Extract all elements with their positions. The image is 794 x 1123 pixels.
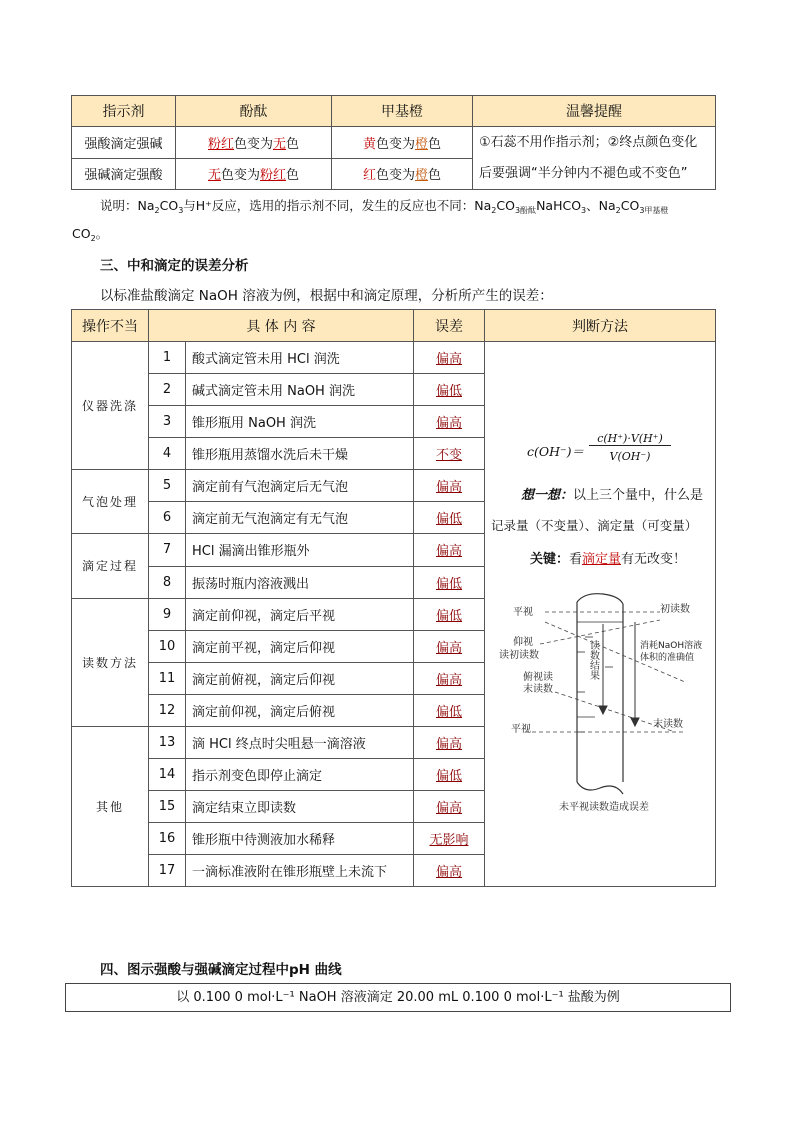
row-number: 15 — [149, 791, 186, 823]
row-number: 11 — [149, 662, 186, 694]
phenol-cell: 无色变为粉红色 — [176, 158, 332, 190]
row-number: 16 — [149, 823, 186, 855]
row-error: 偏高 — [414, 662, 485, 694]
formula-numerator: c(H⁺)·V(H⁺) — [589, 432, 671, 446]
section4-title: 四、图示强酸与强碱滴定过程中pH 曲线 — [100, 962, 342, 978]
formula-denominator: V(OH⁻) — [609, 450, 651, 463]
tip-cell: ①石蕊不用作指示剂；②终点颜色变化 后要强调“半分钟内不褪色或不变色” — [473, 127, 716, 190]
row-error: 偏高 — [414, 855, 485, 887]
row-number: 5 — [149, 470, 186, 502]
row-content: 碱式滴定管未用 NaOH 润洗 — [186, 374, 414, 406]
row-content: 滴定前仰视，滴定后俯视 — [186, 694, 414, 726]
diagram-down2-label: 末读数 — [523, 684, 553, 695]
row-error: 偏低 — [414, 759, 485, 791]
category-cell: 其他 — [72, 726, 149, 886]
burette-diagram — [485, 582, 715, 822]
row-number: 14 — [149, 759, 186, 791]
row-error: 不变 — [414, 438, 485, 470]
row-number: 7 — [149, 534, 186, 566]
section3-title: 三、中和滴定的误差分析 — [100, 258, 249, 274]
row-error: 偏高 — [414, 726, 485, 758]
row-number: 17 — [149, 855, 186, 887]
row-label: 强碱滴定强酸 — [72, 158, 176, 190]
category-cell: 气泡处理 — [72, 470, 149, 534]
row-error: 偏高 — [414, 342, 485, 374]
diagram-up2-label: 读初读数 — [499, 650, 539, 661]
section3-intro: 以标准盐酸滴定 NaOH 溶液为例，根据中和滴定原理，分析所产生的误差： — [100, 288, 553, 304]
row-content: 滴 HCl 终点时尖咀悬一滴溶液 — [186, 726, 414, 758]
methyl-cell: 黄色变为橙色 — [332, 127, 473, 159]
think-text-line2: 记录量（不变量）、滴定量（可变量） — [491, 518, 698, 533]
key-text: 关键：看滴定量有无改变！ — [530, 552, 687, 567]
row-error: 偏低 — [414, 694, 485, 726]
diagram-consume2-label: 体积的准确值 — [640, 653, 695, 663]
row-number: 8 — [149, 566, 186, 598]
row-error: 偏高 — [414, 470, 485, 502]
row-error: 无影响 — [414, 823, 485, 855]
category-cell: 滴定过程 — [72, 534, 149, 598]
row-error: 偏高 — [414, 791, 485, 823]
row-number: 13 — [149, 726, 186, 758]
row-content: 锥形瓶中待测液加水稀释 — [186, 823, 414, 855]
judge-cell — [485, 342, 716, 887]
error-table — [71, 309, 716, 887]
row-number: 4 — [149, 438, 186, 470]
row-content: 滴定前无气泡滴定有无气泡 — [186, 502, 414, 534]
diagram-reading-label: 读数结果 — [587, 640, 599, 680]
row-error: 偏低 — [414, 566, 485, 598]
row-error: 偏低 — [414, 374, 485, 406]
think-text: 想一想：以上三个量中，什么是 — [521, 488, 704, 503]
row-content: HCl 漏滴出锥形瓶外 — [186, 534, 414, 566]
category-cell: 仪器洗涤 — [72, 342, 149, 470]
row-content: 锥形瓶用蒸馏水洗后未干燥 — [186, 438, 414, 470]
diagram-init-label: 初读数 — [660, 604, 690, 615]
row-error: 偏低 — [414, 598, 485, 630]
row-number: 9 — [149, 598, 186, 630]
diagram-down1-label: 俯视读 — [523, 672, 553, 683]
row-number: 6 — [149, 502, 186, 534]
row-content: 振荡时瓶内溶液溅出 — [186, 566, 414, 598]
row-number: 12 — [149, 694, 186, 726]
row-error: 偏低 — [414, 502, 485, 534]
header-content: 具 体 内 容 — [149, 310, 414, 342]
row-error: 偏高 — [414, 630, 485, 662]
note-text: 说明：$Na_2CO_3$与H⁺反应，选用的指示剂不同，发生的反应也不同：$Na_2CO_{3酚酞}NaHCO_3$、$Na_2CO_{3甲基橙}$ — [100, 198, 669, 215]
row-content: 滴定前仰视，滴定后平视 — [186, 598, 414, 630]
row-number: 3 — [149, 406, 186, 438]
row-content: 滴定前平视，滴定后仰视 — [186, 630, 414, 662]
diagram-flat1-label: 平视 — [513, 607, 533, 618]
row-content: 一滴标准液附在锥形瓶壁上未流下 — [186, 855, 414, 887]
header-improper: 操作不当 — [72, 310, 149, 342]
row-label: 强酸滴定强碱 — [72, 127, 176, 159]
row-error: 偏高 — [414, 406, 485, 438]
header-error: 误差 — [414, 310, 485, 342]
note-text-line2: $CO_2$。 — [72, 226, 109, 243]
category-cell: 读数方法 — [72, 598, 149, 726]
header-phenolphthalein: 酚酞 — [176, 96, 332, 127]
header-tip: 温馨提醒 — [473, 96, 716, 127]
diagram-consume1-label: 消耗NaOH溶液 — [640, 641, 703, 651]
header-methyl-orange: 甲基橙 — [332, 96, 473, 127]
row-number: 2 — [149, 374, 186, 406]
diagram-final-label: 末读数 — [653, 719, 683, 730]
row-content: 滴定前有气泡滴定后无气泡 — [186, 470, 414, 502]
row-number: 10 — [149, 630, 186, 662]
row-content: 酸式滴定管未用 HCl 润洗 — [186, 342, 414, 374]
indicator-table — [71, 95, 716, 190]
header-indicator: 指示剂 — [72, 96, 176, 127]
diagram-caption: 未平视读数造成误差 — [559, 802, 649, 813]
row-content: 滴定结束立即读数 — [186, 791, 414, 823]
header-judge: 判断方法 — [485, 310, 716, 342]
row-error: 偏高 — [414, 534, 485, 566]
methyl-cell: 红色变为橙色 — [332, 158, 473, 190]
diagram-up1-label: 仰视 — [513, 637, 533, 648]
phenol-cell: 粉红色变为无色 — [176, 127, 332, 159]
formula-left: c(OH⁻)＝ — [527, 444, 585, 459]
row-content: 指示剂变色即停止滴定 — [186, 759, 414, 791]
row-content: 锥形瓶用 NaOH 润洗 — [186, 406, 414, 438]
row-content: 滴定前俯视，滴定后仰视 — [186, 662, 414, 694]
row-number: 1 — [149, 342, 186, 374]
section4-box: 以 0.100 0 mol·L⁻¹ NaOH 溶液滴定 20.00 mL 0.100 0 mol·L⁻¹ 盐酸为例 — [65, 983, 731, 1012]
diagram-flat2-label: 平视 — [511, 724, 531, 735]
